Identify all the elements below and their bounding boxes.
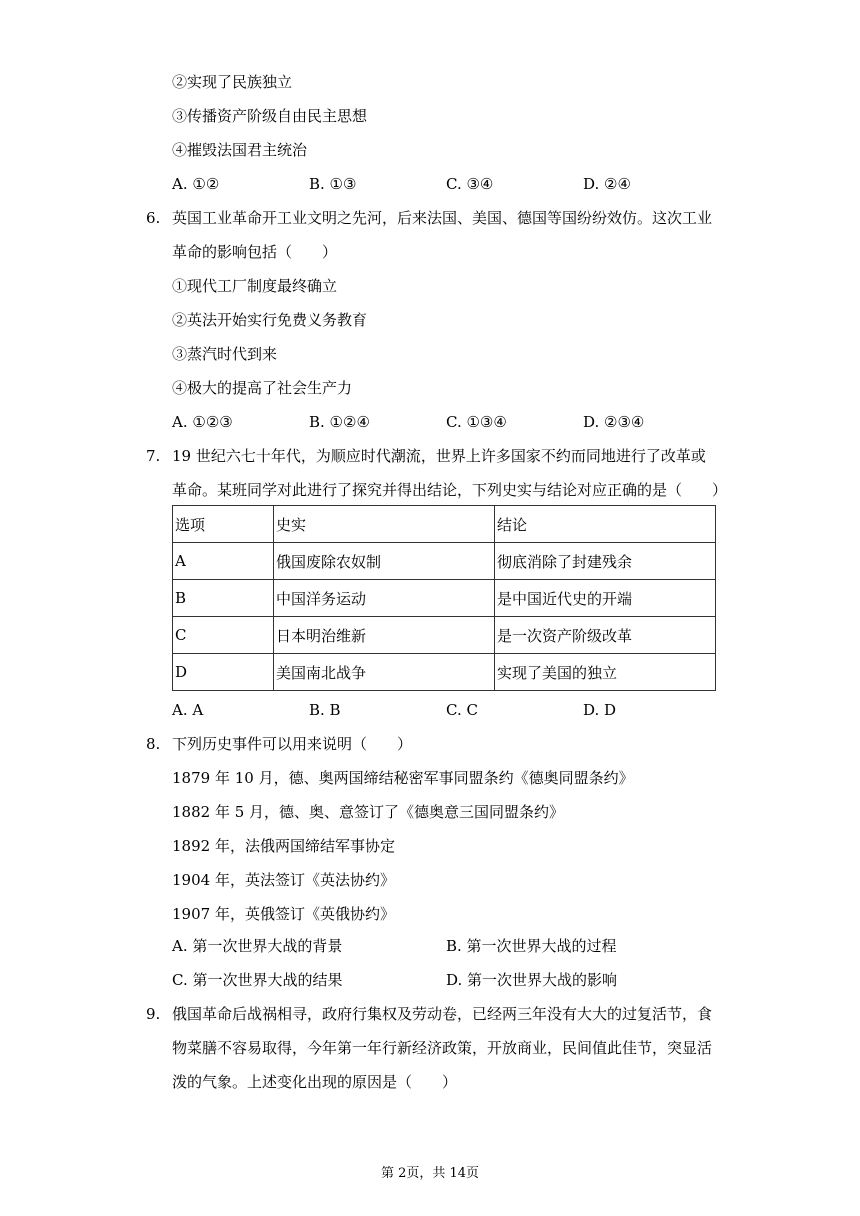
table-cell: 日本明治维新 [274, 617, 495, 654]
q8-option-b: B. 第一次世界大战的过程 [446, 937, 617, 955]
q5-options [172, 174, 720, 194]
q8-option-d: D. 第一次世界大战的影响 [446, 971, 618, 989]
table-row [173, 580, 716, 617]
table-header-cell: 史实 [274, 506, 495, 543]
q7-options [172, 700, 720, 720]
table-cell: 实现了美国的独立 [495, 654, 716, 691]
q7-option-d: D. D [583, 701, 617, 719]
table-cell: A [173, 543, 274, 580]
table-row [173, 543, 716, 580]
q5-option-a: A. ①② [172, 175, 220, 193]
q6-options [172, 412, 720, 432]
q6-option-b: B. ①②④ [309, 413, 370, 431]
table-row [173, 617, 716, 654]
q6-item-3: ③蒸汽时代到来 [172, 345, 278, 363]
q8-item-3: 1892 年，法俄两国缔结军事协定 [172, 837, 395, 855]
q9-stem-line-1: 俄国革命后战祸相寻，政府行集权及劳动卷，已经两三年没有大大的过复活节，食 [172, 1005, 713, 1023]
q7-option-c: C. C [446, 701, 478, 719]
q7-stem-line-2: 革命。某班同学对此进行了探究并得出结论，下列史实与结论对应正确的是（ ） [172, 481, 728, 499]
q6-option-a: A. ①②③ [172, 413, 233, 431]
table-cell: C [173, 617, 274, 654]
q9-stem-line-2: 物菜膳不容易取得，今年第一年行新经济政策，开放商业，民间值此佳节，突显活 [172, 1039, 713, 1057]
q8-item-5: 1907 年，英俄签订《英俄协约》 [172, 905, 395, 923]
q8-option-c: C. 第一次世界大战的结果 [172, 971, 343, 989]
table-cell: 是中国近代史的开端 [495, 580, 716, 617]
q6-stem-line-2: 革命的影响包括（ ） [172, 243, 338, 261]
q8-options-row-1 [172, 936, 720, 956]
q8-item-4: 1904 年，英法签订《英法协约》 [172, 871, 395, 889]
q7-stem-line-1: 19 世纪六七十年代，为顺应时代潮流，世界上许多国家不约而同地进行了改革或 [172, 447, 706, 465]
q6-item-1: ①现代工厂制度最终确立 [172, 277, 338, 295]
table-cell: 彻底消除了封建残余 [495, 543, 716, 580]
q8-item-1: 1879 年 10 月，德、奥两国缔结秘密军事同盟条约《德奥同盟条约》 [172, 769, 634, 787]
q5-option-c: C. ③④ [446, 175, 494, 193]
q8-option-a: A. 第一次世界大战的背景 [172, 937, 343, 955]
page-footer: 第 2页，共 14页 [380, 1166, 480, 1181]
q7-table [172, 505, 716, 691]
table-header-cell: 选项 [173, 506, 274, 543]
q7-option-b: B. B [309, 701, 341, 719]
q5-item-2: ②实现了民族独立 [172, 73, 293, 91]
q6-number: 6. [146, 209, 161, 227]
q6-item-4: ④极大的提高了社会生产力 [172, 379, 353, 397]
q8-number: 8. [146, 735, 161, 753]
table-header-row [173, 506, 716, 543]
table-cell: 是一次资产阶级改革 [495, 617, 716, 654]
q6-option-d: D. ②③④ [583, 413, 645, 431]
q6-option-c: C. ①③④ [446, 413, 507, 431]
q5-option-d: D. ②④ [583, 175, 631, 193]
table-cell: 俄国废除农奴制 [274, 543, 495, 580]
table-cell: B [173, 580, 274, 617]
q8-stem: 下列历史事件可以用来说明（ ） [172, 735, 413, 753]
q7-option-a: A. A [172, 701, 204, 719]
q8-options-row-2 [172, 970, 720, 990]
table-row [173, 654, 716, 691]
q5-item-4: ④摧毁法国君主统治 [172, 141, 308, 159]
q7-number: 7. [146, 447, 161, 465]
q6-stem-line-1: 英国工业革命开工业文明之先河，后来法国、美国、德国等国纷纷效仿。这次工业 [172, 209, 713, 227]
table-cell: 中国洋务运动 [274, 580, 495, 617]
table-cell: D [173, 654, 274, 691]
q8-item-2: 1882 年 5 月，德、奥、意签订了《德奥意三国同盟条约》 [172, 803, 565, 821]
q9-number: 9. [146, 1005, 161, 1023]
q9-stem-line-3: 泼的气象。上述变化出现的原因是（ ） [172, 1073, 458, 1091]
table-cell: 美国南北战争 [274, 654, 495, 691]
q6-item-2: ②英法开始实行免费义务教育 [172, 311, 368, 329]
q5-item-3: ③传播资产阶级自由民主思想 [172, 107, 368, 125]
q5-option-b: B. ①③ [309, 175, 357, 193]
table-header-cell: 结论 [495, 506, 716, 543]
